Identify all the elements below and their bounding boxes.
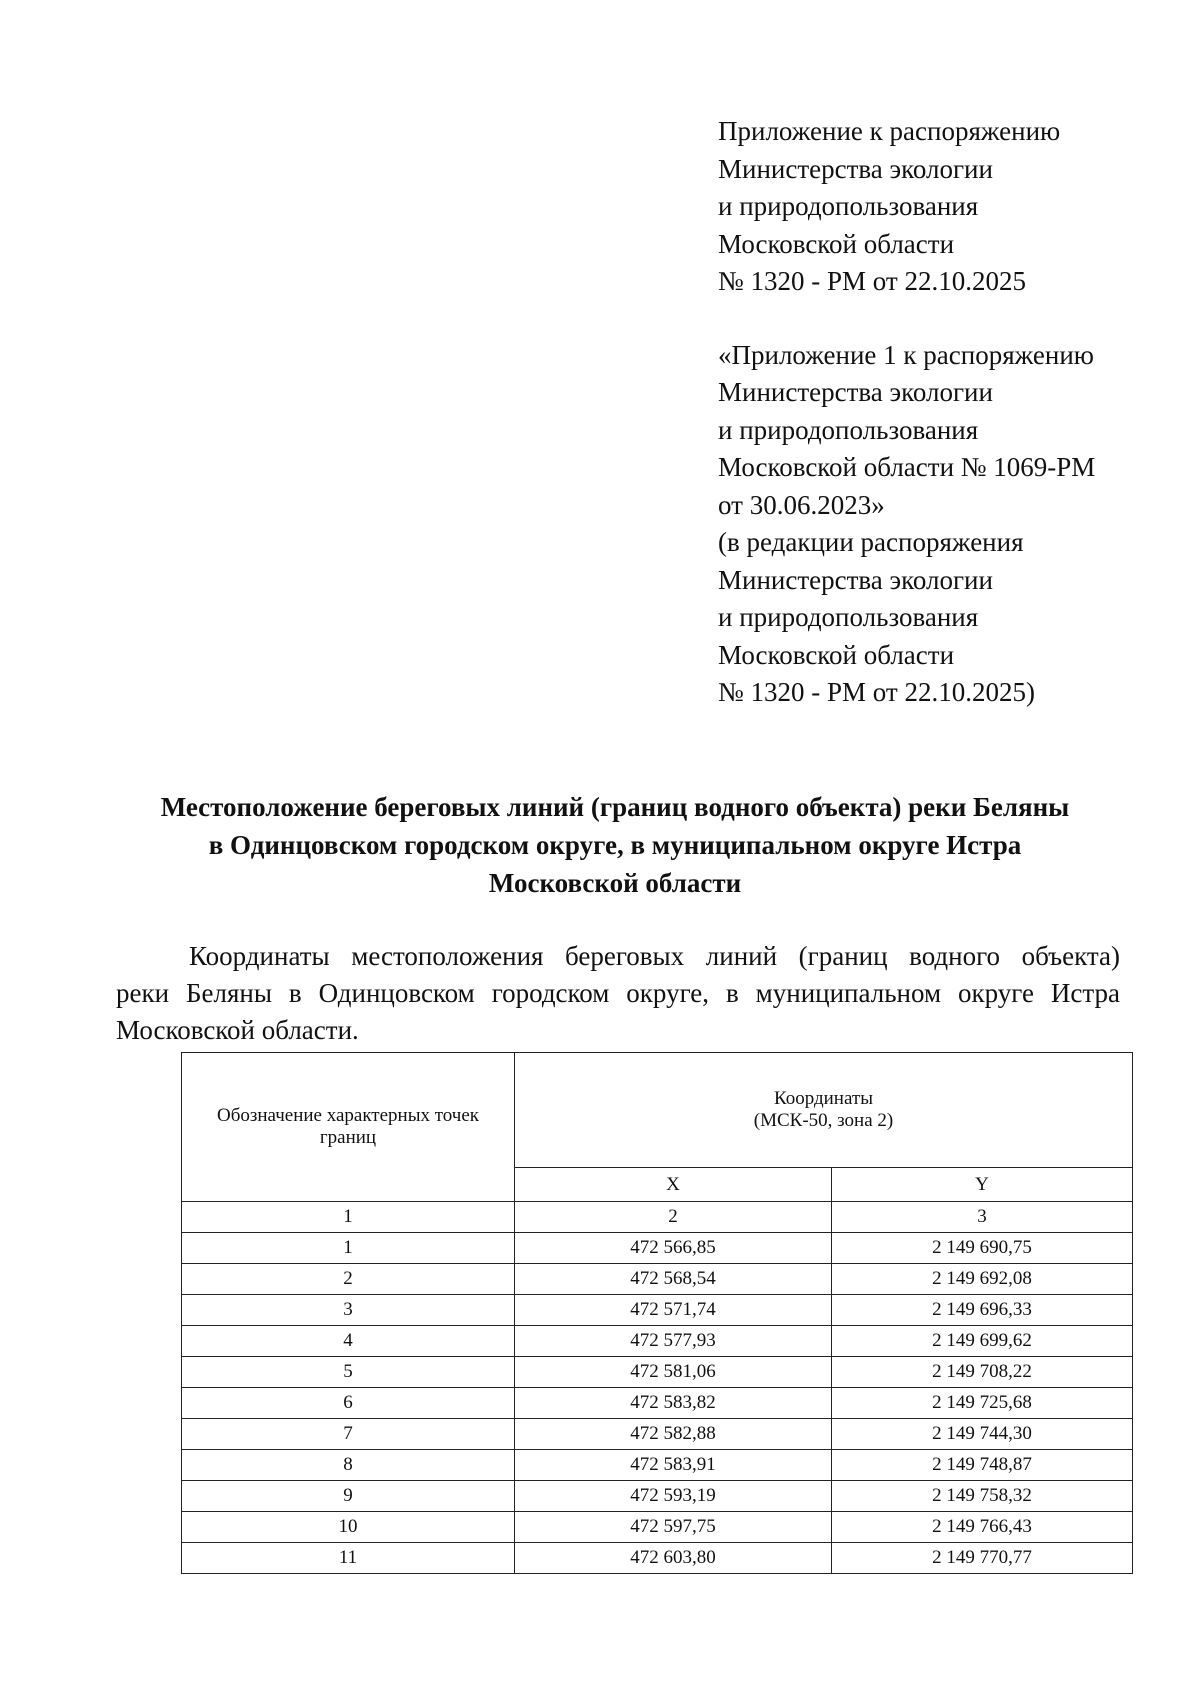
y-cell: 2 149 748,87	[832, 1450, 1133, 1481]
intro-paragraph	[116, 938, 1120, 1049]
annex-gap	[718, 301, 1158, 337]
annex-line: Московской области	[718, 639, 955, 670]
point-cell: 7	[182, 1419, 515, 1450]
y-cell: 2 149 758,32	[832, 1481, 1133, 1512]
point-cell: 9	[182, 1481, 515, 1512]
header-x-cell: X	[515, 1168, 832, 1202]
y-cell: 2 149 766,43	[832, 1512, 1133, 1543]
column-number-cell: 1	[182, 1202, 515, 1233]
x-cell: 472 597,75	[515, 1512, 832, 1543]
annex-line: (в редакции распоряжения	[718, 527, 1024, 557]
annex-line: Приложение к распоряжению	[718, 116, 1061, 146]
y-cell: 2 149 770,77	[832, 1543, 1133, 1574]
annex-line: № 1320 - РМ от 22.10.2025	[718, 266, 1026, 296]
x-cell: 472 566,85	[515, 1233, 832, 1264]
intro-line: Московской области.	[116, 1015, 359, 1045]
annex-line: Московской области	[718, 228, 955, 259]
annex-line: № 1320 - РМ от 22.10.2025)	[718, 677, 1035, 707]
table-row	[182, 1481, 1133, 1512]
table-row	[182, 1264, 1133, 1295]
document-title	[90, 788, 1140, 902]
header-y-cell: Y	[832, 1168, 1133, 1202]
annex-line: Министерства экологии	[718, 564, 993, 595]
point-cell: 3	[182, 1295, 515, 1326]
point-cell: 10	[182, 1512, 515, 1543]
x-cell: 472 582,88	[515, 1419, 832, 1450]
header-coords-sublabel: (МСК-50, зона 2)	[753, 1110, 894, 1131]
x-cell: 472 583,82	[515, 1388, 832, 1419]
table-row	[182, 1543, 1133, 1574]
table-row	[182, 1326, 1133, 1357]
table-row	[182, 1388, 1133, 1419]
annex-line: «Приложение 1 к распоряжению	[718, 339, 1094, 370]
x-cell: 472 571,74	[515, 1295, 832, 1326]
annex-line: и природопользования	[718, 191, 979, 221]
table-row	[182, 1512, 1133, 1543]
annex-line: Министерства экологии	[718, 377, 993, 407]
point-cell: 1	[182, 1233, 515, 1264]
header-coords-label: Координаты	[774, 1088, 873, 1109]
annex-header	[718, 113, 1158, 712]
table-header-row	[182, 1053, 1133, 1168]
point-cell: 11	[182, 1543, 515, 1574]
table-row	[182, 1233, 1133, 1264]
annex-line: и природопользования	[718, 414, 979, 445]
point-cell: 5	[182, 1357, 515, 1388]
x-cell: 472 581,06	[515, 1357, 832, 1388]
table-row	[182, 1295, 1133, 1326]
y-cell: 2 149 696,33	[832, 1295, 1133, 1326]
intro-line: реки Беляны в Одинцовском городском округе, в муниципальном округе Истра	[116, 978, 1120, 1008]
annex-line: и природопользования	[718, 602, 979, 632]
column-number-row	[182, 1202, 1133, 1233]
title-line: Московской области	[488, 868, 742, 898]
intro-line: Координаты местоположения береговых линий (границ водного объекта)	[189, 941, 1120, 971]
table-row	[182, 1357, 1133, 1388]
coordinates-table	[181, 1052, 1133, 1574]
x-cell: 472 568,54	[515, 1264, 832, 1295]
y-cell: 2 149 699,62	[832, 1326, 1133, 1357]
header-points-label: Обозначение характерных точек границ	[216, 1105, 480, 1148]
annex-line: от 30.06.2023»	[718, 489, 885, 520]
point-cell: 2	[182, 1264, 515, 1295]
x-cell: 472 583,91	[515, 1450, 832, 1481]
annex-line: Министерства экологии	[718, 153, 993, 184]
column-number-cell: 2	[515, 1202, 832, 1233]
x-cell: 472 603,80	[515, 1543, 832, 1574]
header-coords-cell	[515, 1053, 1133, 1168]
x-cell: 472 593,19	[515, 1481, 832, 1512]
y-cell: 2 149 708,22	[832, 1357, 1133, 1388]
point-cell: 8	[182, 1450, 515, 1481]
table-row	[182, 1450, 1133, 1481]
column-number-cell: 3	[832, 1202, 1133, 1233]
y-cell: 2 149 744,30	[832, 1419, 1133, 1450]
title-line: в Одинцовском городском округе, в муниципальном округе Истра	[208, 830, 1022, 860]
point-cell: 4	[182, 1326, 515, 1357]
point-cell: 6	[182, 1388, 515, 1419]
annex-line: Московской области № 1069-РМ	[718, 452, 1096, 482]
table-row	[182, 1419, 1133, 1450]
y-cell: 2 149 692,08	[832, 1264, 1133, 1295]
y-cell: 2 149 725,68	[832, 1388, 1133, 1419]
header-points-cell	[182, 1053, 515, 1202]
title-line: Местоположение береговых линий (границ водного объекта) реки Беляны	[160, 792, 1070, 822]
y-cell: 2 149 690,75	[832, 1233, 1133, 1264]
x-cell: 472 577,93	[515, 1326, 832, 1357]
